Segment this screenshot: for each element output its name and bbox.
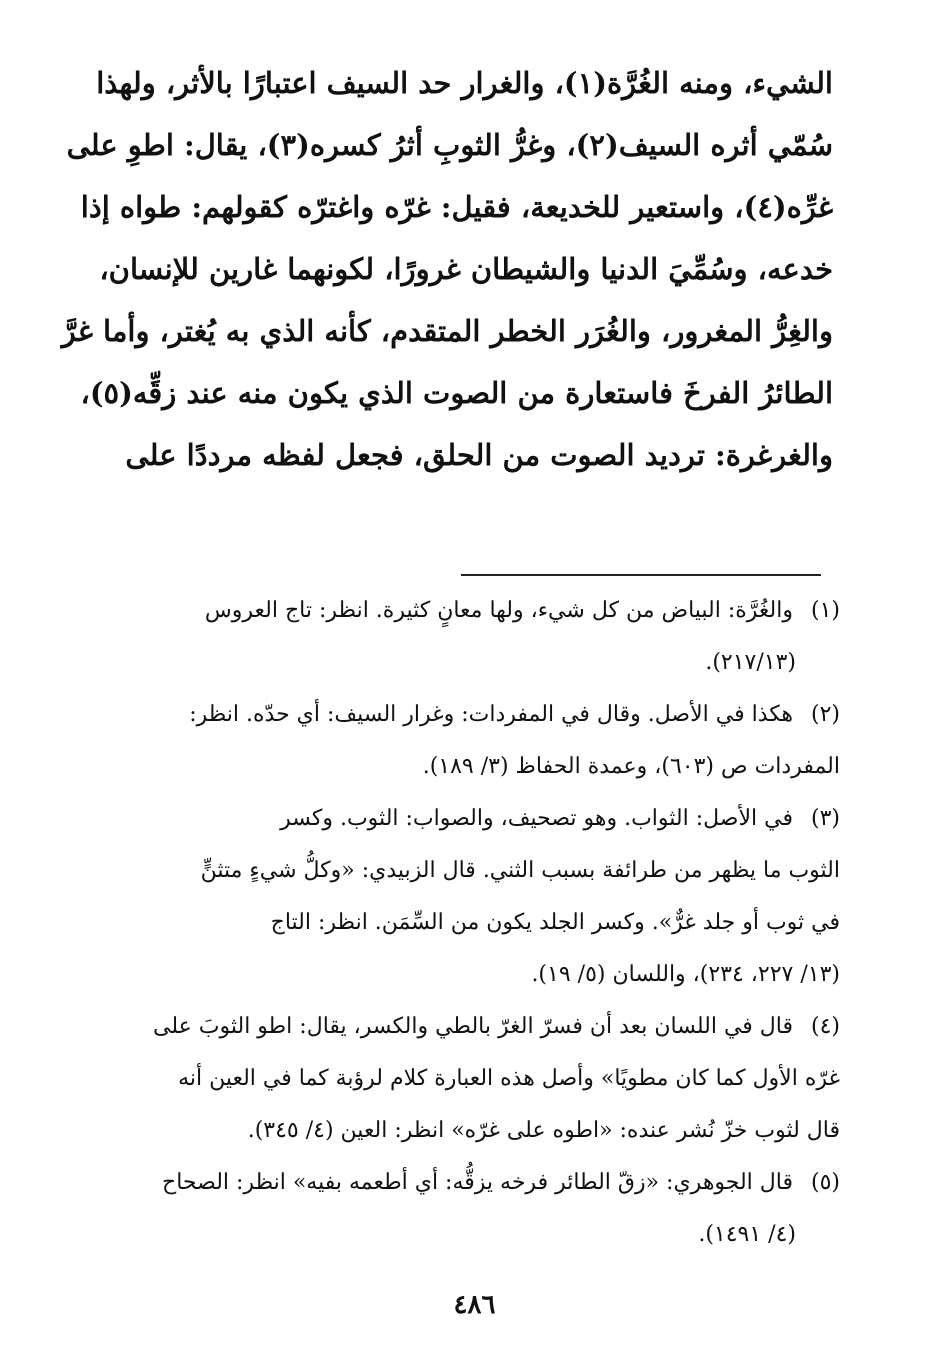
footnote-text: (٤/ ١٤٩١).: [698, 1222, 796, 1247]
footnote-5: [50, 1157, 840, 1261]
footnote-4: [50, 1001, 840, 1157]
page-number: ٤٨٦: [453, 1290, 496, 1320]
footnote-text: قال في اللسان بعد أن فسرّ الغرّ بالطي والكسر، يقال: اطو الثوبَ على: [153, 1014, 793, 1039]
footnote-text: في الأصل: الثواب. وهو تصحيف، والصواب: الثوب. وكسر: [280, 806, 793, 831]
footnote-2: [50, 689, 840, 793]
main-text-line: والغِرُّ المغرور، والغُرَر الخطر المتقدم، كأنه الذي به يُغتر، وأما غرَّ: [61, 314, 833, 348]
main-text-line: غرِّه(٤)، واستعير للخديعة، فقيل: غرّه واغترّه كقولهم: طواه إذا: [80, 190, 833, 224]
footnote-number: (٤): [810, 1014, 840, 1039]
footnote-3: [50, 793, 840, 1001]
main-text-line: الشيء، ومنه الغُرَّة(١)، والغرار حد السيف اعتبارًا بالأثر، ولهذا: [96, 66, 833, 100]
footnote-separator: [461, 574, 821, 576]
main-text-line: والغرغرة: ترديد الصوت من الحلق، فجعل لفظه مرددًا على: [125, 438, 833, 472]
footnote-text: (١٣/ ٢٢٧، ٢٣٤)، واللسان (٥/ ١٩).: [531, 962, 840, 987]
footnote-text: الثوب ما يظهر من طرائفة بسبب الثني. قال الزبيدي: «وكلُّ شيءٍ متثنٍّ: [200, 858, 840, 883]
footnote-number: (٥): [810, 1170, 840, 1195]
main-text-line: سُمّي أثره السيف(٢)، وغرُّ الثوبِ أثرُ كسره(٣)، يقال: اطوِ على: [66, 128, 833, 162]
footnote-number: (١): [810, 598, 840, 623]
main-text-block: [55, 52, 833, 486]
footnote-text: والغُرَّة: البياض من كل شيء، ولها معانٍ كثيرة. انظر: تاج العروس: [204, 598, 793, 623]
footnote-text: قال لثوب خزّ نُشر عنده: «اطوه على غرّه» انظر: العين (٤/ ٣٤٥).: [247, 1118, 840, 1143]
footnote-text: قال الجوهري: «زقّ الطائر فرخه يزقُّه: أي أطعمه بفيه» انظر: الصحاح: [162, 1170, 793, 1195]
footnote-text: غرّه الأول كما كان مطويًا» وأصل هذه العبارة كلام لرؤبة كما في العين أنه: [178, 1066, 840, 1091]
footnotes-block: [50, 585, 840, 1261]
footnote-text: في ثوب أو جلد غرٌّ». وكسر الجلد يكون من السِّمَن. انظر: التاج: [270, 910, 840, 935]
footnote-1: [50, 585, 840, 689]
footnote-text: المفردات ص (٦٠٣)، وعمدة الحفاظ (٣/ ١٨٩).: [422, 754, 840, 779]
footnote-text: هكذا في الأصل. وقال في المفردات: وغرار السيف: أي حدّه. انظر:: [189, 702, 793, 727]
main-text-line: الطائرُ الفرخَ فاستعارة من الصوت الذي يكون منه عند زقِّه(٥)،: [80, 376, 833, 410]
main-text-line: خدعه، وسُمِّيَ الدنيا والشيطان غرورًا، لكونهما غارين للإنسان،: [99, 252, 833, 286]
footnote-text: (٢١٧/١٣).: [705, 650, 796, 675]
footnote-number: (٣): [810, 806, 840, 831]
footnote-number: (٢): [810, 702, 840, 727]
